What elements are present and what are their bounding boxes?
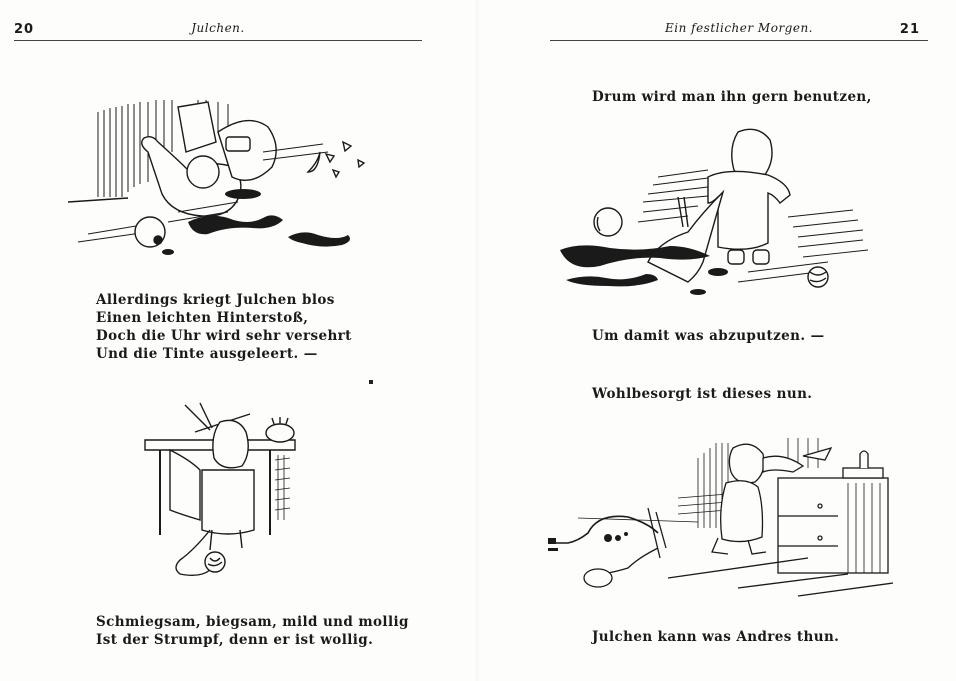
verse-line: Schmiegsam, biegsam, mild und mollig	[96, 614, 409, 630]
verse-line-4	[592, 628, 839, 646]
verse-line: Einen leichten Hinterstoß,	[96, 310, 309, 326]
running-head-title-left: Julchen.	[191, 21, 245, 35]
illustration-girl-at-cupboard	[140, 400, 305, 580]
verse-line: Und die Tinte ausgeleert. —	[96, 346, 318, 362]
verse-line: Wohlbesorgt ist dieses nun.	[592, 386, 813, 402]
illustration-chest-of-drawers	[548, 428, 898, 598]
page-number-right: 21	[899, 22, 920, 37]
verse-line-2	[592, 327, 825, 345]
print-speck	[369, 380, 373, 384]
illustration-fall-ink-spill	[68, 92, 368, 257]
verse-line: Doch die Uhr wird sehr versehrt	[96, 328, 352, 344]
verse-line: Ist der Strumpf, denn er ist wollig.	[96, 632, 374, 648]
right-running-head	[550, 18, 928, 41]
right-page	[478, 0, 956, 681]
illustration-wiping-ink	[548, 122, 873, 297]
verse-block-2	[96, 613, 409, 649]
verse-line-3	[592, 385, 812, 403]
running-head-title-right: Ein festlicher Morgen.	[664, 21, 813, 35]
verse-line: Um damit was abzuputzen. —	[592, 328, 825, 344]
verse-block-1	[96, 291, 352, 363]
left-running-head	[14, 18, 422, 41]
verse-line: Drum wird man ihn gern benutzen,	[592, 89, 872, 105]
verse-line-1	[592, 88, 872, 106]
page-number-left: 20	[14, 22, 35, 37]
verse-line: Julchen kann was Andres thun.	[592, 629, 840, 645]
verse-line: Allerdings kriegt Julchen blos	[96, 292, 335, 308]
